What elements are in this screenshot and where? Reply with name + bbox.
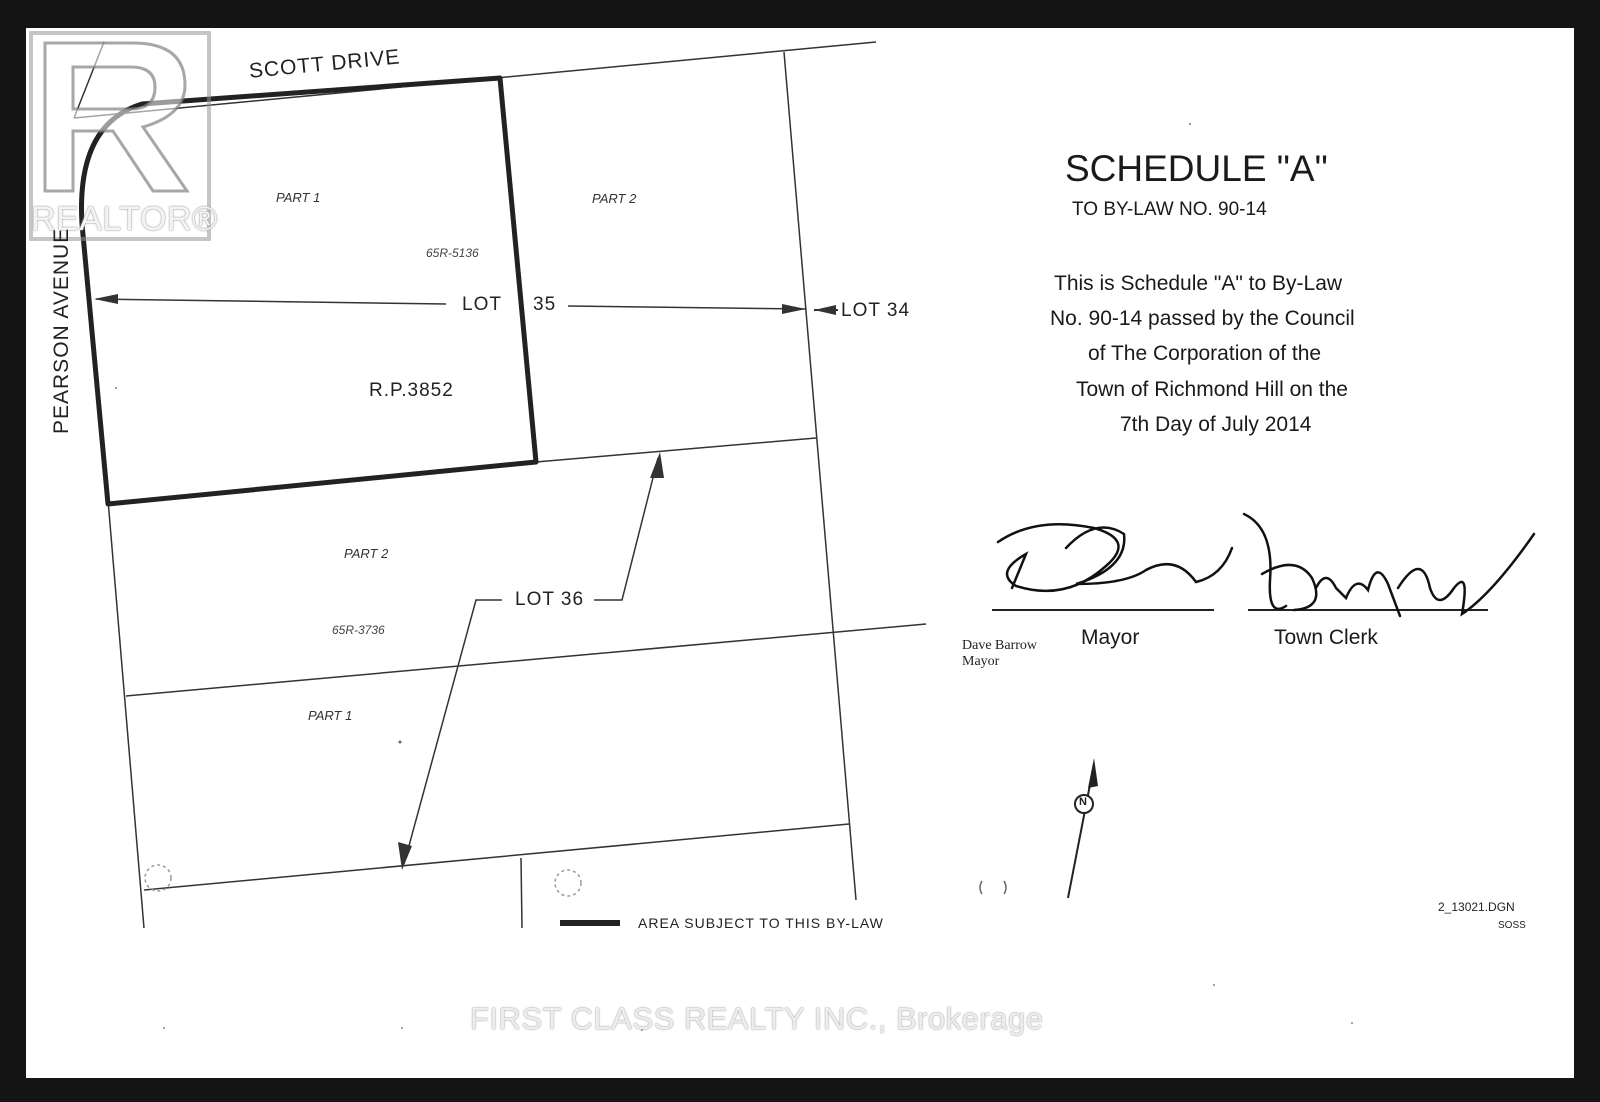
- parcel-label-upper-part1: PART 1: [276, 190, 321, 205]
- parcel-label-lower-part1: PART 1: [308, 708, 353, 723]
- town-clerk-label: Town Clerk: [1274, 626, 1378, 649]
- lot-line-south: [144, 824, 849, 890]
- mayor-signature: [998, 524, 1232, 591]
- lot-line-south-extension: [521, 858, 522, 928]
- lot35-arrowhead-right: [782, 304, 806, 314]
- street-label-pearson-avenue: PEARSON AVENUE: [50, 227, 73, 434]
- schedule-line-4: Town of Richmond Hill on the: [1076, 378, 1348, 401]
- mayor-printed-title: Mayor: [962, 654, 1000, 669]
- schedule-line-5: 7th Day of July 2014: [1120, 413, 1312, 436]
- brokerage-watermark: FIRST CLASS REALTY INC., Brokerage: [470, 1001, 1044, 1036]
- file-name: 2_13021.DGN: [1438, 900, 1515, 914]
- lot-line-east: [784, 52, 856, 900]
- lot-label-35-word: LOT: [462, 294, 502, 315]
- survey-monument: [555, 870, 581, 896]
- mayor-printed-name: Dave Barrow: [962, 638, 1038, 653]
- registered-plan-label: R.P.3852: [369, 380, 454, 401]
- survey-mark: [980, 881, 1006, 894]
- schedule-line-1: This is Schedule "A" to By-Law: [1054, 272, 1343, 295]
- lot-label-36: LOT 36: [515, 589, 585, 610]
- lot35-arrow-right: [568, 306, 806, 309]
- north-arrow-head: [1088, 758, 1098, 788]
- lot-label-34: LOT 34: [841, 300, 911, 321]
- lot-label-35-number: 35: [533, 294, 557, 315]
- lot-line-west-lower: [108, 500, 144, 928]
- lot-line-35-36: [536, 438, 816, 462]
- parcel-label-lower-part2: PART 2: [344, 546, 389, 561]
- document-sheet: [26, 28, 1574, 1078]
- legend-label: AREA SUBJECT TO THIS BY-LAW: [638, 915, 884, 931]
- file-initials: SOSS: [1498, 920, 1526, 931]
- north-arrow-letter: N: [1079, 796, 1087, 808]
- schedule-line-3: of The Corporation of the: [1088, 342, 1322, 365]
- street-label-scott-drive: SCOTT DRIVE: [248, 45, 402, 83]
- plan-reference-5136: 65R-5136: [426, 246, 479, 260]
- lot36-arrow-upper: [594, 458, 658, 600]
- realtor-logo-text: REALTOR®: [31, 200, 218, 238]
- lot34-arrowhead: [814, 305, 836, 315]
- clerk-signature: [1244, 514, 1534, 616]
- schedule-title: SCHEDULE "A": [1065, 148, 1328, 189]
- parcel-label-upper-part2: PART 2: [592, 191, 637, 206]
- lot36-arrowhead-upper: [650, 452, 664, 478]
- lot36-arrow-lower: [404, 600, 502, 864]
- mayor-label: Mayor: [1081, 626, 1140, 649]
- schedule-subtitle: TO BY-LAW NO. 90-14: [1072, 199, 1267, 220]
- lot35-arrowhead-left: [94, 294, 118, 304]
- lot35-arrow-left: [96, 299, 446, 304]
- schedule-line-2: No. 90-14 passed by the Council: [1050, 307, 1355, 330]
- legend-swatch: [560, 920, 620, 926]
- plan-reference-3736: 65R-3736: [332, 623, 385, 637]
- lot-line-part-division: [126, 624, 926, 696]
